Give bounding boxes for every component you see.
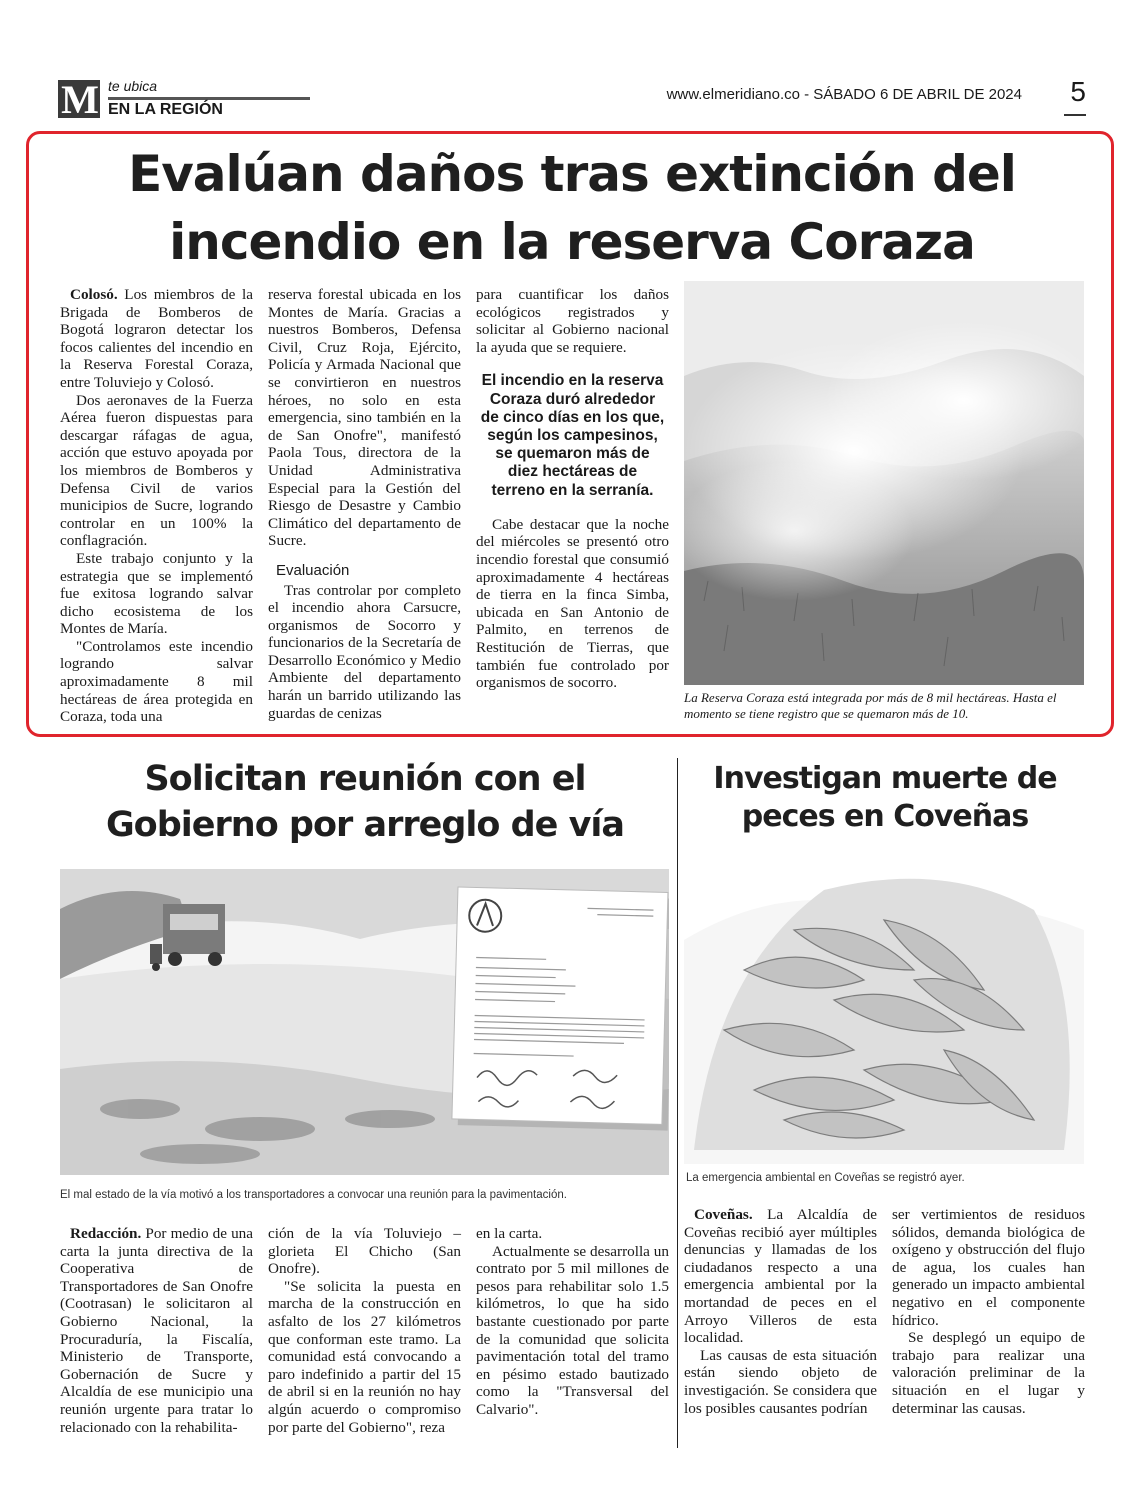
road-photo-illustration (60, 869, 669, 1175)
article2-paragraph: Actualmente se desarrolla un contrato por 5 mil millones de pesos para rehabilitar solo 1.5 kilómetros, lo que ha sido bastante cuestionado por parte de la comunidad que solicita pavimentación total del tramo en pésimo estado bautizado como la "Transversal del Calvario". (476, 1242, 669, 1418)
article2-column-3 (476, 1225, 669, 1419)
article2-paragraph: "Se solicita la puesta en marcha de la construcción en asfalto de los 27 kilómetros que conforman este tramo. La comunidad está convocando a paro indefinido a partir del 15 de abril si en la reunión no hay algún acuerdo o compromiso por parte del Gobierno", reza (268, 1277, 461, 1436)
page-number-underline (1064, 114, 1086, 116)
article3-headline (686, 760, 1084, 836)
road-photo-caption: El mal estado de la vía motivó a los transportadores a convocar una reunión para la pavimentación. (60, 1189, 567, 1201)
article3-paragraph: Se desplegó un equipo de trabajo para realizar una valoración preliminar de la situación en el lugar y determinar las causas. (892, 1329, 1085, 1417)
article1-paragraph: para cuantificar los daños ecológicos registrados y solicitar al Gobierno nacional la ayuda que se requiere. (476, 286, 669, 356)
article1-dateline: Colosó. (70, 286, 118, 303)
wildfire-photo-illustration (684, 281, 1084, 685)
article1-pullquote: El incendio en la reserva Coraza duró alrededor de cinco días en los que, según los campesinos, se quemaron más de diez hectáreas de terreno en la serranía. (480, 372, 665, 499)
article2-column-1 (60, 1225, 253, 1436)
article3-paragraph: Las causas de esta situación están siendo objeto de investigación. Se considera que los posibles causantes podrían (684, 1346, 877, 1417)
page-number: 5 (1070, 76, 1086, 107)
wildfire-photo (684, 281, 1084, 685)
article1-column-3 (476, 286, 669, 692)
article3-column-2 (892, 1206, 1085, 1417)
article2-dateline: Redacción. (70, 1225, 142, 1242)
article3-paragraph: ser vertimientos de residuos sólidos, demanda biológica de oxígeno y obstrucción del flujo de agua, los cuales han generado un impacto ambiental negativo en el componente hídrico. (892, 1206, 1085, 1329)
article3-dateline: Coveñas. (694, 1206, 753, 1223)
article2-column-2 (268, 1225, 461, 1436)
site-date: www.elmeridiano.co - SÁBADO 6 DE ABRIL DE 2024 (666, 86, 1022, 103)
article1-column-1 (60, 286, 253, 726)
article2-paragraph: Por medio de una carta la junta directiva de la Cooperativa de Transportadores de San Onofre (Cootrasan) le solicitaron al Gobierno Nacional, la Procuraduría, la Fiscalía, Ministerio de Transporte, Gobernación de Sucre y Alcaldía de ese municipio una reunión urgente para tratar lo relacionado con la rehabilita- (60, 1225, 253, 1436)
article3-paragraph: La Alcaldía de Coveñas recibió ayer múltiples denuncias y llamadas de los ciudadanos respecto a una emergencia ambiental por la mortandad de peces en el Arroyo Villeros de esta localidad. (684, 1206, 877, 1347)
article1-paragraph: reserva forestal ubicada en los Montes de María. Gracias a nuestros Bomberos, Defensa Civil, Cruz Roja, Ejército, Policía y Armada Nacional que se convirtieron en nuestros héroes, no solo en esta emergencia, sino también en la de San Onofre", manifestó Paola Tous, directora de la Unidad Administrativa Especial para la Gestión del Riesgo de Desastre y Cambio Climático del departamento de Sucre. (268, 286, 461, 550)
dead-fish-photo-caption: La emergencia ambiental en Coveñas se registró ayer. (686, 1172, 965, 1184)
article1-paragraph: Cabe destacar que la noche del miércoles se presentó otro incendio forestal que consumió aproximadamente 4 hectáreas de tierra en la finca Simba, ubicada en San Antonio de Palmito, en terrenos de Restitución de Tierras, que también fue controlado por organismos de socorro. (476, 515, 669, 692)
article1-paragraph: Tras controlar por completo el incendio ahora Carsucre, organismos de Socorro y funcionarios de la Secretaría de Desarrollo Económico y Medio Ambiente del departamento harán un barrido utilizando las guardas de cenizas (268, 581, 461, 722)
article1-paragraph: Los miembros de la Brigada de Bomberos de Bogotá lograron detectar los focos calientes del incendio en la Reserva Forestal Coraza, entre Toluviejo y Colosó. (60, 286, 253, 391)
wildfire-photo-caption: La Reserva Coraza está integrada por más de 8 mil hectáreas. Hasta el momento se tiene registro que se quemaron más de 10. (684, 690, 1057, 721)
article1-column-2 (268, 286, 461, 722)
dead-fish-photo (684, 850, 1084, 1164)
header-tagline: te ubica (108, 78, 158, 94)
article1-subhead: Evaluación (276, 561, 350, 579)
article3-headline-line2: peces en Coveñas (741, 799, 1029, 834)
article2-headline (60, 756, 670, 848)
road-photo (60, 869, 669, 1175)
article2-paragraph: en la carta. (476, 1225, 543, 1242)
article2-paragraph: ción de la vía Toluviejo – glorieta El Chicho (San Onofre). (268, 1225, 461, 1278)
article3-headline-line1: Investigan muerte de (713, 761, 1057, 796)
article1-paragraph: "Controlamos este incendio logrando salvar aproximadamente 8 mil hectáreas de área protegida en Coraza, toda una (60, 637, 253, 726)
article1-headline (40, 140, 1104, 276)
article1-paragraph: Este trabajo conjunto y la estrategia que se implementó fue exitosa logrando salvar dicho ecosistema de los Montes de María. (60, 549, 253, 638)
article1-headline-line2: incendio en la reserva Coraza (169, 213, 975, 271)
header-divider (108, 97, 310, 100)
section-name: EN LA REGIÓN (108, 101, 223, 118)
article1-headline-line1: Evalúan daños tras extinción del (128, 145, 1016, 203)
dead-fish-photo-illustration (684, 850, 1084, 1164)
column-separator (677, 758, 678, 1448)
article3-column-1 (684, 1206, 877, 1417)
newspaper-logo: M (58, 80, 100, 118)
article2-headline-line2: Gobierno por arreglo de vía (105, 805, 625, 845)
article2-headline-line1: Solicitan reunión con el (144, 759, 586, 799)
article1-paragraph: Dos aeronaves de la Fuerza Aérea fueron dispuestas para descargar ráfagas de agua, acción que estuvo apoyada por los miembros de Bomberos y Defensa Civil de varios municipios de Sucre, logrando controlar en un 100% la conflagración. (60, 391, 253, 550)
